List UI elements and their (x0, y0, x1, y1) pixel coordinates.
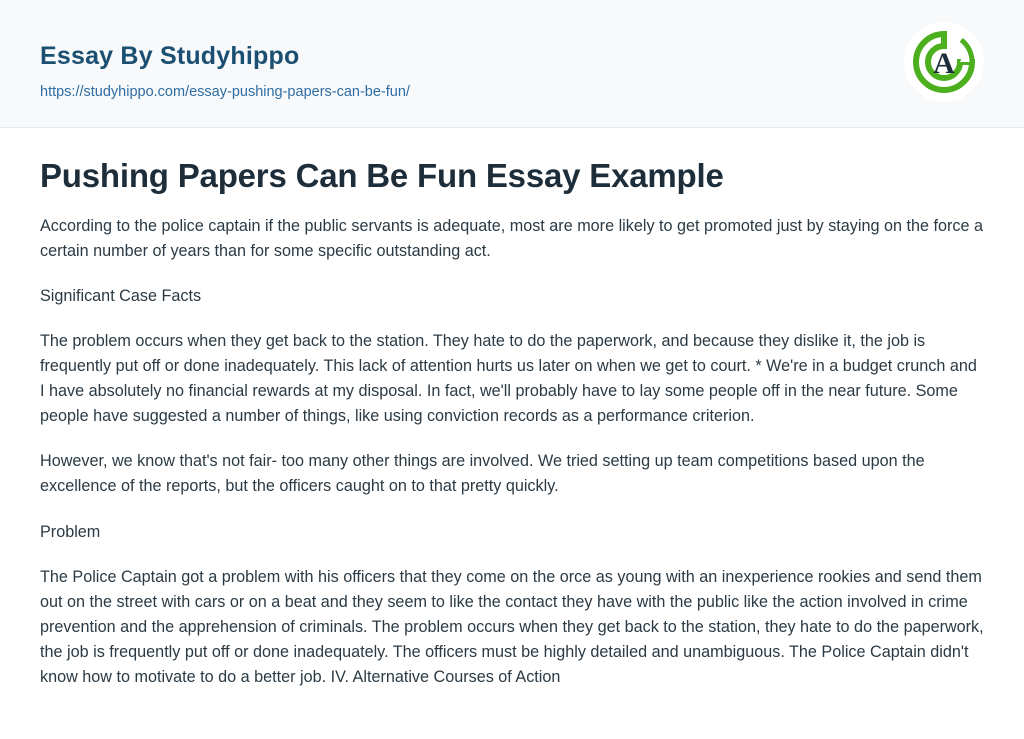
site-title: Essay By Studyhippo (40, 42, 300, 70)
article-section-heading-problem: Problem (40, 522, 101, 541)
site-logo (904, 22, 984, 102)
site-header (0, 0, 1024, 128)
article-paragraph: The problem occurs when they get back to the station. They hate to do the paperwork, and because they dislike it, the job is frequently put off or done inadequately. This lack of attention hurts us later on when we get to court. * We're in a budget crunch and I have absolutely no financial rewards at my disposal. In fact, we'll probably have to lay some people off in the near future. Some people have suggested a number of things, like using conviction records as a performance criterion. (40, 331, 977, 426)
site-url-link[interactable]: https://studyhippo.com/essay-pushing-papers-can-be-fun/ (40, 84, 410, 100)
page-title: Pushing Papers Can Be Fun Essay Example (40, 157, 724, 194)
article-body (0, 128, 1024, 690)
logo-circle-a-icon (906, 24, 982, 100)
article-paragraph: However, we know that's not fair- too many other things are involved. We tried setting up team competitions based upon the excellence of the reports, but the officers caught on to that pretty quickly. (40, 452, 925, 496)
article-paragraph: The Police Captain got a problem with his officers that they come on the orce as young with an inexperience rookies and send them out on the street with cars or on a beat and they seem to like the contact they have with the public like the action involved in crime prevention and the apprehension of criminals. The problem occurs when they get back to the station, they hate to do the paperwork, the job is frequently put off or done inadequately. The officers must be highly detailed and unambiguous. The Police Captain didn't know how to motivate to do a better job. IV. Alternative Courses of Action (40, 567, 984, 687)
article-section-heading-case-facts: Significant Case Facts (40, 286, 202, 305)
article-paragraph: According to the police captain if the public servants is adequate, most are more likely to get promoted just by staying on the force a certain number of years than for some specific outstanding act. (40, 216, 983, 260)
svg-text:A: A (933, 47, 955, 80)
